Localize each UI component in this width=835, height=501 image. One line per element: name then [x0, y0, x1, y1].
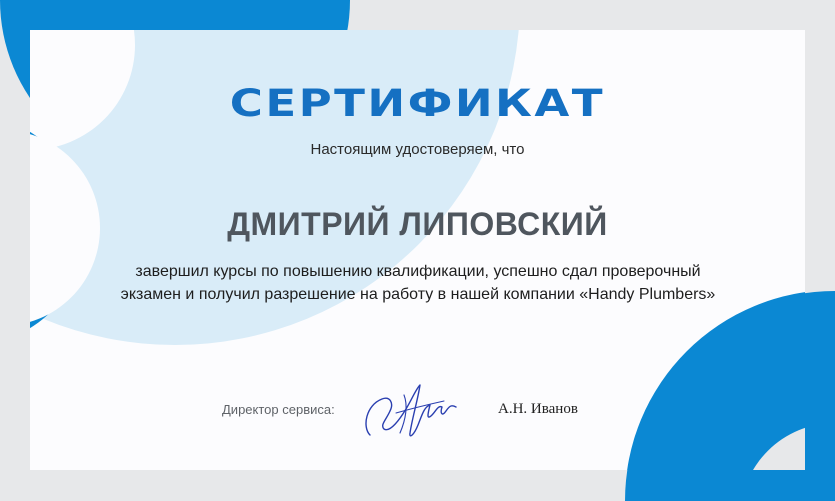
body-text: завершил курсы по повышению квалификации, успешно сдал проверочный экзамен и получил разрешение на работу в нашей компании «Handy Plumbers»	[120, 263, 716, 303]
certificate-title: СЕРТИФИКАТ	[229, 82, 605, 125]
intro-text: Настоящим удостоверяем, что	[310, 141, 525, 158]
recipient-name: ДМИТРИЙ ЛИПОВСКИЙ	[227, 206, 608, 242]
signature-label: Директор сервиса:	[222, 402, 335, 417]
certificate-card	[30, 30, 805, 470]
handwritten-signature	[360, 375, 468, 447]
signatory-name: А.Н. Иванов	[498, 401, 578, 417]
